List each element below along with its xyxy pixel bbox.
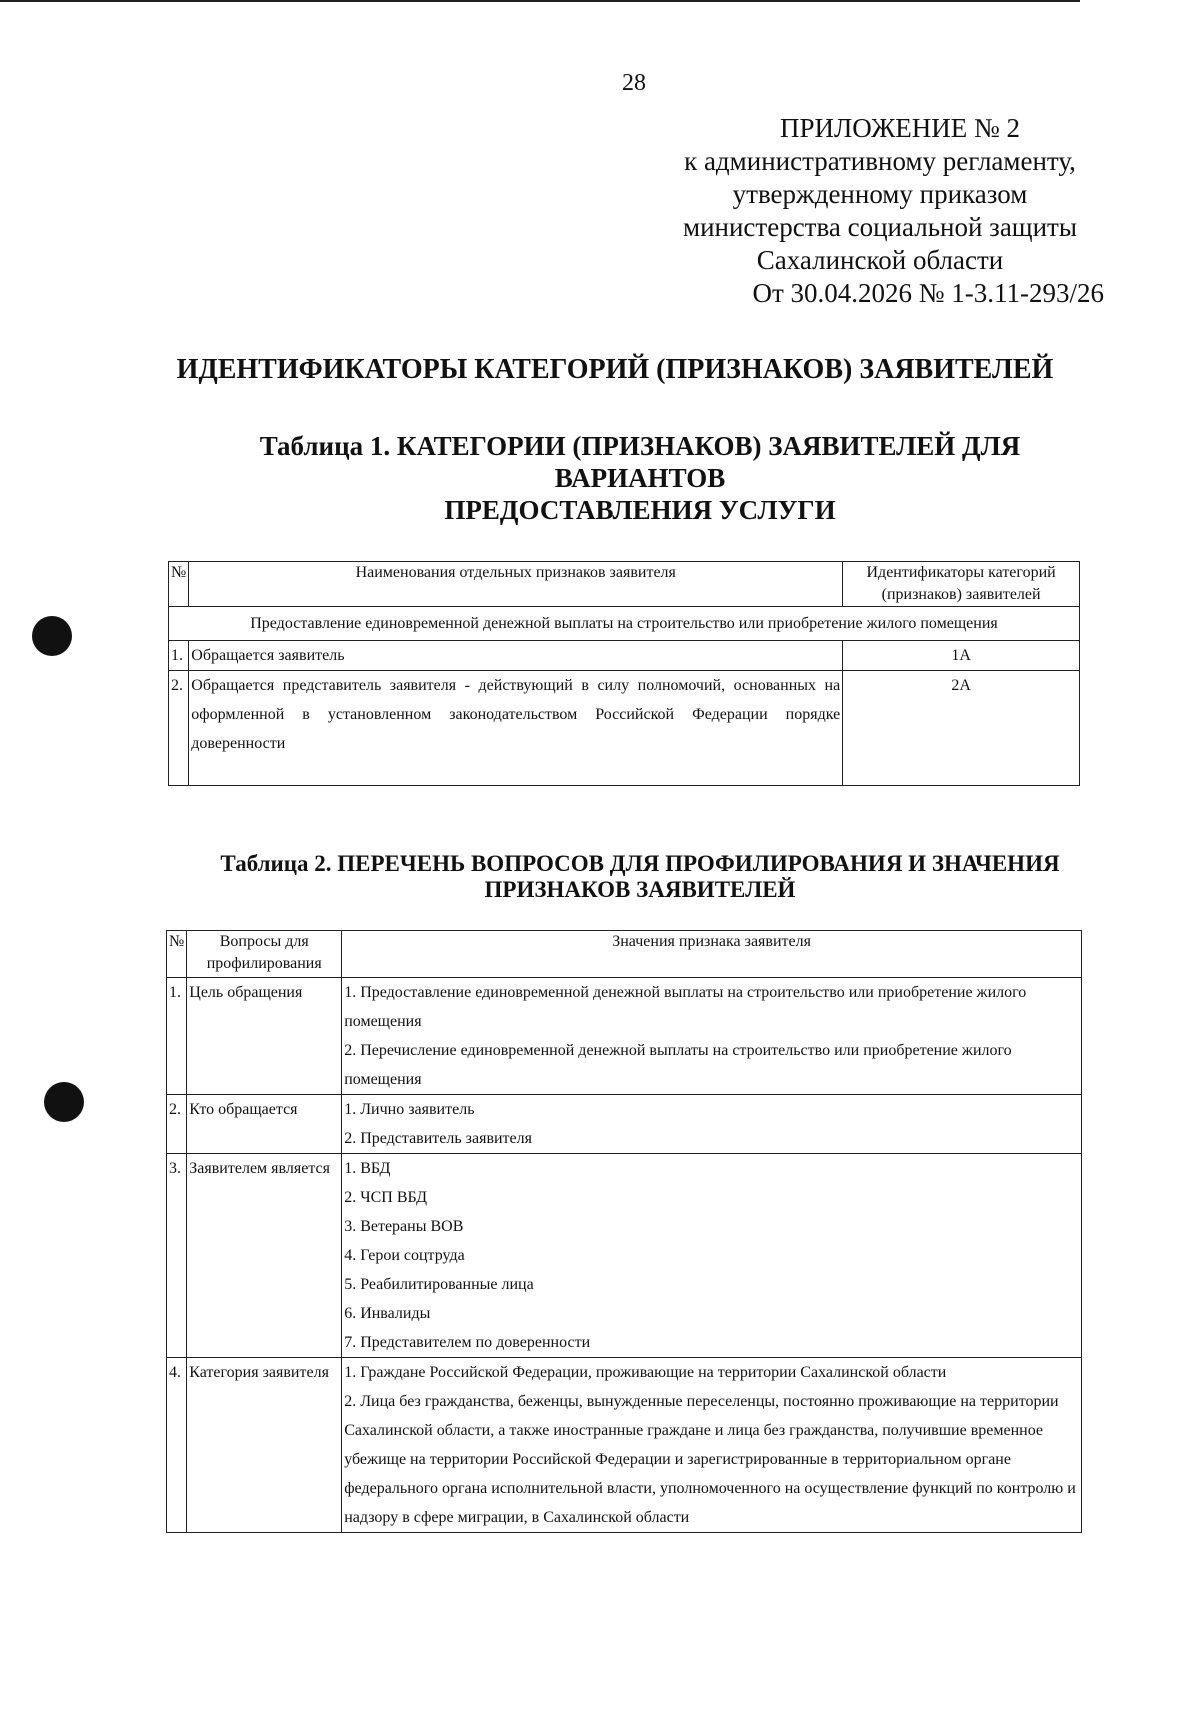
table-row <box>167 1095 1082 1154</box>
appendix-date-line: От 30.04.2026 № 1-3.11-293/26 <box>752 278 1104 308</box>
appendix-line: Сахалинской области <box>756 245 1004 275</box>
value-item: 2. ЧСП ВБД <box>344 1189 427 1206</box>
table1-header-id: Идентификаторы категорий (признаков) заявителей <box>843 562 1080 607</box>
table1-row-text: Обращается заявитель <box>189 641 843 671</box>
table1-header-row <box>169 562 1080 607</box>
table1-row-num: 1. <box>169 641 189 671</box>
top-border-line <box>0 0 1080 2</box>
appendix-line: к административному регламенту, <box>684 146 1076 176</box>
table2-header-question: Вопросы для профилирования <box>187 931 342 978</box>
table1-title <box>180 430 1100 526</box>
table2-header-values: Значения признака заявителя <box>342 931 1082 978</box>
page-number: 28 <box>622 70 646 96</box>
table2-row-num: 3. <box>167 1154 187 1358</box>
table2-row-num: 4. <box>167 1358 187 1533</box>
value-item: 7. Представителем по доверенности <box>344 1334 591 1351</box>
table-row <box>167 1154 1082 1358</box>
value-item: 2. Перечисление единовременной денежной выплаты на строительство или приобретение жилого помещения <box>344 1042 1012 1088</box>
binder-hole-mark <box>32 616 72 656</box>
table2-row-question: Кто обращается <box>187 1095 342 1154</box>
table1-row-id: 1А <box>843 641 1080 671</box>
value-item: 1. Предоставление единовременной денежной выплаты на строительство или приобретение жилого помещения <box>344 984 1027 1030</box>
table2-title <box>180 851 1100 903</box>
table2-row-values <box>342 978 1082 1095</box>
table1-section-row <box>169 607 1080 641</box>
appendix-title: ПРИЛОЖЕНИЕ № 2 <box>779 113 1021 143</box>
value-item: 2. Представитель заявителя <box>344 1130 532 1147</box>
value-item: 1. Граждане Российской Федерации, проживающие на территории Сахалинской области <box>344 1364 947 1381</box>
appendix-line: министерства социальной защиты <box>683 212 1077 242</box>
table1 <box>168 561 1080 786</box>
value-item: 2. Лица без гражданства, беженцы, вынужденные переселенцы, постоянно проживающие на территории Сахалинской области, а также иностранные граждане и лица без гражданства, получившие временное убежище на территории Российской Федерации и зарегистрированные в территориальном органе федерального органа исполнительной власти, уполномоченного на осуществление функций по контролю и надзору в сфере миграции, в Сахалинской области <box>344 1393 1076 1526</box>
binder-hole-mark <box>44 1082 84 1122</box>
table1-header-name: Наименования отдельных признаков заявителя <box>189 562 843 607</box>
table2-row-num: 2. <box>167 1095 187 1154</box>
table-row <box>169 671 1080 786</box>
table2-row-values <box>342 1154 1082 1358</box>
value-item: 3. Ветераны ВОВ <box>344 1218 464 1235</box>
table1-title-line: ПРЕДОСТАВЛЕНИЯ УСЛУГИ <box>444 495 836 525</box>
table2 <box>166 930 1082 1533</box>
table1-title-line: Таблица 1. КАТЕГОРИИ (ПРИЗНАКОВ) ЗАЯВИТЕЛЕЙ ДЛЯ <box>259 431 1021 461</box>
table2-row-question: Заявителем является <box>187 1154 342 1358</box>
table2-row-values <box>342 1095 1082 1154</box>
table2-header-num: № <box>167 931 187 978</box>
table-row <box>167 978 1082 1095</box>
value-item: 1. ВБД <box>344 1160 391 1177</box>
table2-row-question: Цель обращения <box>187 978 342 1095</box>
table1-row-id: 2А <box>843 671 1080 786</box>
table1-row-num: 2. <box>169 671 189 786</box>
table2-row-values <box>342 1358 1082 1533</box>
table1-title-line: ВАРИАНТОВ <box>554 463 726 493</box>
table2-row-question: Категория заявителя <box>187 1358 342 1533</box>
appendix-header <box>600 112 1160 310</box>
table2-row-num: 1. <box>167 978 187 1095</box>
appendix-line: утвержденному приказом <box>732 179 1028 209</box>
table1-section-label: Предоставление единовременной денежной выплаты на строительство или приобретение жилого помещения <box>169 607 1080 641</box>
table1-row-text: Обращается представитель заявителя - действующий в силу полномочий, основанных на оформленной в установленном законодательством Российской Федерации порядке доверенности <box>189 671 843 786</box>
table2-title-line: Таблица 2. ПЕРЕЧЕНЬ ВОПРОСОВ ДЛЯ ПРОФИЛИРОВАНИЯ И ЗНАЧЕНИЯ <box>220 851 1060 876</box>
main-title: ИДЕНТИФИКАТОРЫ КАТЕГОРИЙ (ПРИЗНАКОВ) ЗАЯВИТЕЛЕЙ <box>176 354 1054 385</box>
table2-header-row <box>167 931 1082 978</box>
table-row <box>169 641 1080 671</box>
value-item: 6. Инвалиды <box>344 1305 431 1322</box>
table-row <box>167 1358 1082 1533</box>
value-item: 1. Лично заявитель <box>344 1101 475 1118</box>
value-item: 4. Герои соцтруда <box>344 1247 465 1264</box>
table1-header-num: № <box>169 562 189 607</box>
table2-title-line: ПРИЗНАКОВ ЗАЯВИТЕЛЕЙ <box>484 877 796 902</box>
value-item: 5. Реабилитированные лица <box>344 1276 534 1293</box>
